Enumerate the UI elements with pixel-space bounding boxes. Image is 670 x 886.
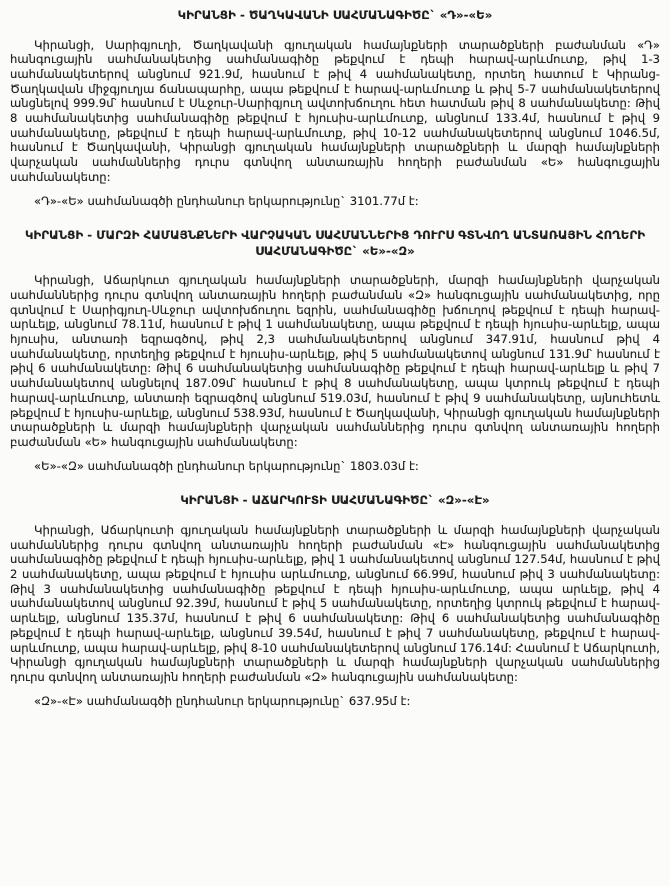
section-kirantsi-tsaghkavan bbox=[10, 8, 660, 208]
section-body: Կիրանցի, Աճարկուտի գյուղական համայնքների տարածքների և մարզի համայնքների վարչական սահմաններից դուրս գտնվող անտառային հողերի բաժանման «Է» հանգուցային սահմանակետից սահմանագիծը թեքվում է դեպի հյուսիս-արևելք, թիվ 1 սահմանակետով անցնում 127.54մ, հասնում է թիվ 2 սահմանակետը, ապա թեքվում է հյուսիս արևմուտք, անցնում 66.99մ, հասնում թիվ 3 սահմանակետը: Թիվ 3 սահմանակետից սահմանագիծը թեքվում է դեպի հյուսիս-արևմուտք, ապա արևելք, թիվ 4 սահմանակետով անցնում 92.39մ, հասնում է թիվ 5 սահմանակետը, որտեղից կտրուկ թեքվում է հարավ-արևելք, անցնում 135.37մ, հասնում է թիվ 6 սահմանակետը: Թիվ 6 սահմանակետից սահմանագիծը թեքվում է դեպի հարավ-արևելք, անցնում 39.54մ, հասնում է թիվ 7 սահմանակետը, թեքվում է հարավ-արևմուտք, ապա հարավ-արևելք, թիվ 8-10 սահմանակետերով անցնում 176.14մ: Հասնում է Աճարկուտի, Կիրանցի գյուղական համայնքների տարածքների և մարզի համայնքների վարչական սահմաններից դուրս գտնվող անտառային հողերի բաժանման «Զ» հանգուցային սահմանակետը: bbox=[10, 522, 660, 684]
section-heading: ԿԻՐԱՆՑԻ - ԾԱՂԿԱՎԱՆԻ ՍԱՀՄԱՆԱԳԻԾԸ` «Դ»-«Ե» bbox=[177, 8, 493, 22]
section-body: Կիրանցի, Աճարկուտ գյուղական համայնքների տարածքների, մարզի համայնքների վարչական սահմաններից դուրս գտնվող անտառային հողերի բաժանման «Զ» հանգուցային սահմանակետից, որը գտնվում է Սարիգյուղ-Սևջուր ավտոխճուղու եզրին, սահմանագիծը խճուղով թեքվում է դեպի հարավ-արևելք, անցնում 78.11մ, հասնում է թիվ 1 սահմանակետը, ապա թեքվում է դեպի հյուսիս-արևելք, ապա հյուսիս, անտառի եզրագծով, թիվ 2,3 սահմանակետերով անցնում 347.91մ, հասնում թիվ 4 սահմանակետը, որտեղից թեքվում է հյուսիս-արևելք, թիվ 5 սահմանակետով անցնում 131.9մ՝ հասնում է թիվ 6 սահմանակետը: Թիվ 6 սահմանակետից սահմանագիծը թեքվում է դեպի հարավ-արևելք և թիվ 7 սահմանակետով անցնելով 187.09մ՝ հասնում է թիվ 8 սահմանակետը, ապա կտրուկ թեքվում է դեպի հարավ-արևմուտք, անտառի եզրագծով անցնում 519.03մ, հասնում է թիվ 9 սահմանակետը, այնուհետև թեքվում է հյուսիս-արևելք, անցնում 538.93մ, հասնում է Ծաղկավանի, Կիրանցի գյուղական համայնքների տարածքների և մարզի համայնքների վարչական սահմաններից դուրս գտնվող անտառային հողերի բաժանման «Ե» հանգուցային սահմանակետը: bbox=[10, 273, 660, 449]
section-kirantsi-acharkuti bbox=[10, 493, 660, 708]
section-heading: ԿԻՐԱՆՑԻ - ՄԱՐԶԻ ՀԱՄԱՅՆՔՆԵՐԻ ՎԱՐՉԱԿԱՆ ՍԱՀՄԱՆՆԵՐԻՑ ԴՈՒՐՍ ԳՏՆՎՈՂ ԱՆՏԱՌԱՅԻՆ ՀՈՂԵՐԻ ՍԱՀՄԱՆԱԳԻԾԸ` «Ե»-«Զ» bbox=[24, 228, 646, 258]
section-body: Կիրանցի, Սարիգյուղի, Ծաղկավանի գյուղական համայնքների տարածքների բաժանման «Դ» հանգուցային սահմանակետից սահմանագիծը թեքվում է դեպի հարավ-արևմուտք, թիվ 1-3 սահմանակետերով անցնում 921.9մ, հասնում է թիվ 4 սահմանակետը, որտեղ հատում է Կիրանց-Ծաղկավան միջգյուղյա ճանապարհը, ապա թեքվում է հարավ-արևմուտք և թիվ 5-7 սահմանակետերով անցնելով 999.9մ՝ հասնում է Սևջուր-Սարիգյուղ ավտոխճուղու հետ հատման թիվ 8 սահմանակետը: Թիվ 8 սահմանակետից սահմանագիծը թեքվում է հյուսիս-արևմուտք, անցնում 133.4մ, հասնում է թիվ 9 սահմանակետը, թեքվում է դեպի հարավ-արևմուտք, թիվ 10-12 սահմանակետերով անցնում 1046.5մ, հասնում է Ծաղկավանի, Կիրանցի գյուղական համայնքների տարածքների և մարզի համայնքների վարչական սահմաններից դուրս գտնվող անտառային հողերի բաժանման «Ե» հանգուցային սահմանակետը: bbox=[10, 37, 660, 184]
section-kirantsi-forest-lands bbox=[10, 228, 660, 473]
boundary-length-summary: «Ե»-«Զ» սահմանագծի ընդհանուր երկարությունը` 1803.03մ է: bbox=[34, 458, 419, 473]
boundary-length-summary: «Դ»-«Ե» սահմանագծի ընդհանուր երկարությունը` 3101.77մ է: bbox=[34, 193, 419, 208]
section-heading: ԿԻՐԱՆՑԻ - ԱՃԱՐԿՈՒՏԻ ՍԱՀՄԱՆԱԳԻԾԸ` «Զ»-«Է» bbox=[180, 493, 490, 508]
boundary-length-summary: «Զ»-«Է» սահմանագծի ընդհանուր երկարությունը` 637.95մ է: bbox=[34, 693, 411, 708]
